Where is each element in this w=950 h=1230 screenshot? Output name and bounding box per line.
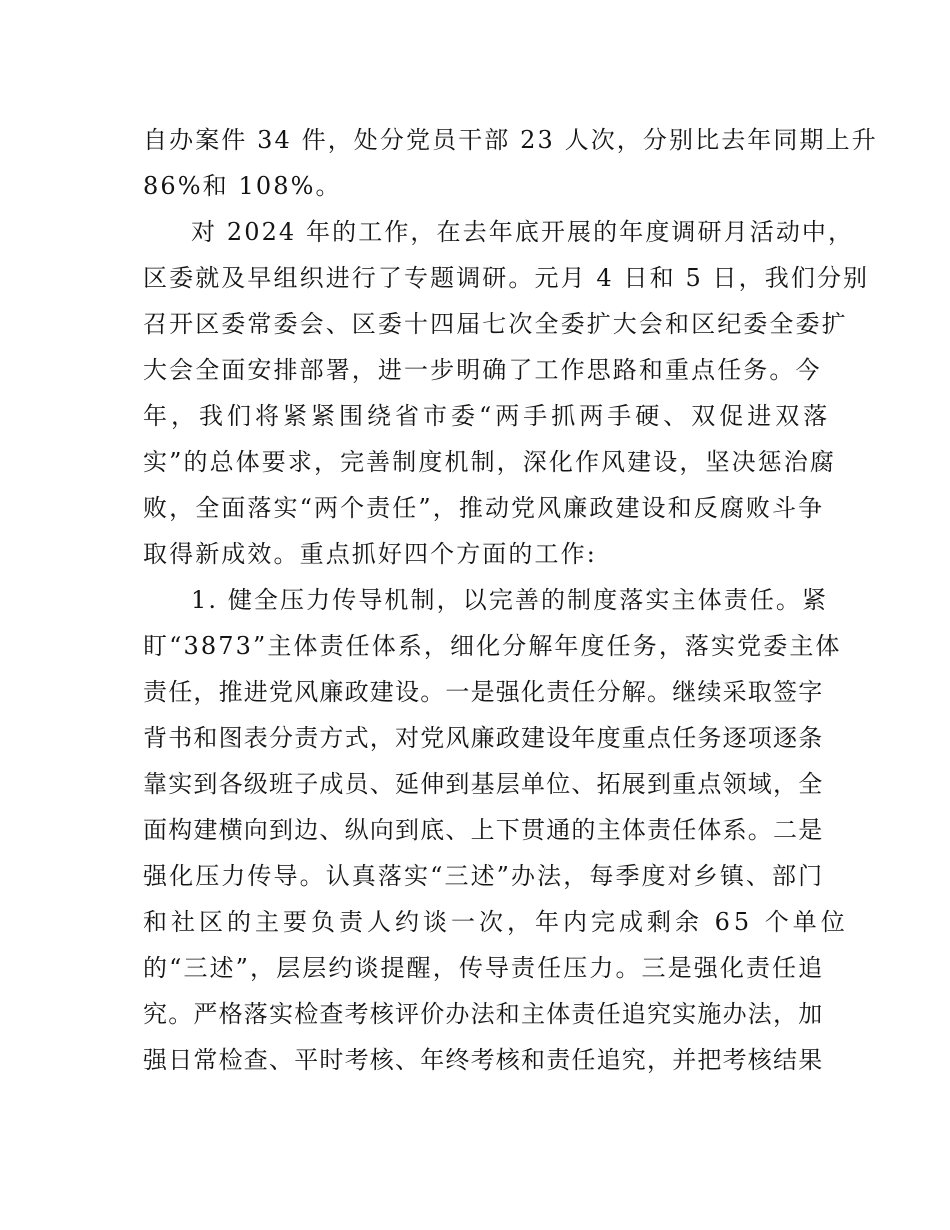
text-line: 的“三述”，层层约谈提醒，传导责任压力。三是强化责任追 [143, 954, 825, 982]
text-line: 对 2024 年的工作，在去年底开展的年度调研月活动中， [191, 218, 855, 246]
text-line: 年，我们将紧紧围绕省市委“两手抓两手硬、双促进双落 [143, 402, 832, 430]
text-line: 86%和 108%。 [143, 172, 342, 200]
text-line: 自办案件 34 件，处分党员干部 23 人次，分别比去年同期上升 [143, 126, 878, 154]
text-line: 实”的总体要求，完善制度机制，深化作风建设，坚决惩治腐 [143, 448, 836, 476]
text-line: 召开区委常委会、区委十四届七次全委扩大会和区纪委全委扩 [143, 310, 848, 338]
text-line: 究。严格落实检查考核评价办法和主体责任追究实施办法，加 [143, 1000, 824, 1028]
text-line: 责任，推进党风廉政建设。一是强化责任分解。继续采取签字 [143, 678, 824, 706]
text-line: 取得新成效。重点抓好四个方面的工作: [143, 540, 597, 568]
text-line: 面构建横向到边、纵向到底、上下贯通的主体责任体系。二是 [143, 816, 824, 844]
text-line: 背书和图表分责方式，对党风廉政建设年度重点任务逐项逐条 [143, 724, 824, 752]
text-line: 和社区的主要负责人约谈一次，年内完成剩余 65 个单位 [143, 908, 849, 936]
text-line: 区委就及早组织进行了专题调研。元月 4 日和 5 日，我们分别 [143, 264, 870, 292]
text-line: 1. 健全压力传导机制，以完善的制度落实主体责任。紧 [191, 586, 829, 614]
text-line: 盯“3873”主体责任体系，细化分解年度任务，落实党委主体 [143, 632, 842, 660]
text-line: 败，全面落实“两个责任”，推动党风廉政建设和反腐败斗争 [143, 494, 825, 522]
text-line: 大会全面安排部署，进一步明确了工作思路和重点任务。今 [143, 356, 822, 384]
text-line: 靠实到各级班子成员、延伸到基层单位、拓展到重点领域，全 [143, 770, 824, 798]
text-line: 强化压力传导。认真落实“三述”办法，每季度对乡镇、部门 [143, 862, 825, 890]
text-line: 强日常检查、平时考核、年终考核和责任追究，并把考核结果 [143, 1046, 824, 1074]
